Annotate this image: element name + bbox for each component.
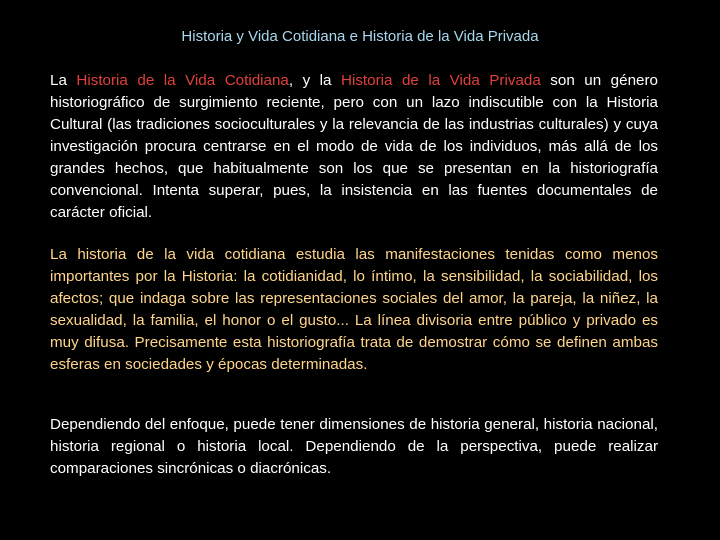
paragraph-vida-cotidiana: La historia de la vida cotidiana estudia las manifestaciones tenidas como menos importantes por la Historia: la cotidianidad, lo íntimo, la sensibilidad, la sociabilidad, los afectos; que indaga sobre las representaciones sociales del amor, la pareja, la niñez, la sexualidad, la familia, el honor o el gusto... La línea divisoria entre público y privado es muy difusa. Precisamente esta historiografía trata de demostrar cómo se definen ambas esferas en sociedades y épocas determinadas. [50, 246, 658, 373]
paragraph-intro-text-2: , y la [288, 72, 341, 89]
highlight-historia-vida-cotidiana: Historia de la Vida Cotidiana [76, 72, 289, 89]
paragraph-enfoque: Dependiendo del enfoque, puede tener dimensiones de historia general, historia nacional, historia regional o historia local. Dependiendo de la perspectiva, puede realizar comparaciones sincrónicas o diacrónicas. [50, 416, 658, 477]
highlight-historia-vida-privada: Historia de la Vida Privada [341, 72, 541, 89]
paragraph-intro [50, 70, 658, 224]
paragraph-intro-text-3: son un género historiográfico de surgimiento reciente, pero con un lazo indiscutible con la Historia Cultural (las tradiciones socioculturales y la relevancia de las industrias culturales) y cuya investigación procura centrarse en el modo de vida de los individuos, más allá de los grandes hechos, que habitualmente son los que se presentan en la historiografía convencional. Intenta superar, pues, la insistencia en las fuentes documentales de carácter oficial. [50, 72, 658, 221]
paragraph-intro-text-1: La [50, 72, 77, 89]
slide-title: Historia y Vida Cotidiana e Historia de la Vida Privada [181, 28, 539, 45]
